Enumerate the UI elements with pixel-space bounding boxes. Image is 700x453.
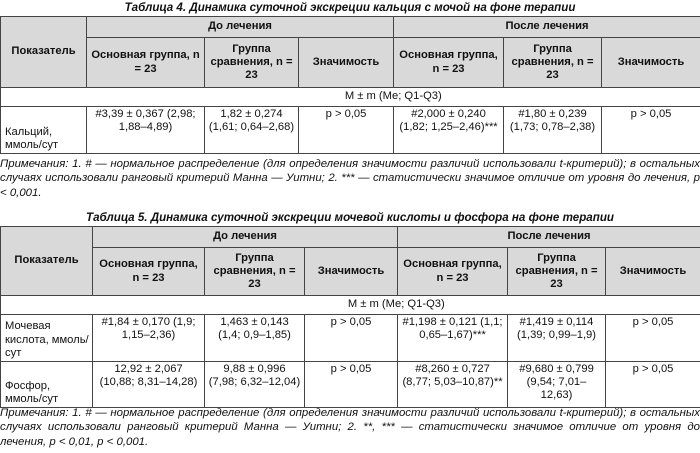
table4-calcium-after-main: #2,000 ± 0,240 (1,82; 1,25–2,46)*** [394, 107, 504, 154]
table5-uric-before-compare: 1,463 ± 0,143 (1,4; 0,9–1,85) [205, 315, 305, 362]
table4-header-compare-before: Группа сравнения, n = 23 [205, 38, 299, 88]
table4-calcium-before-main: #3,39 ± 0,367 (2,98; 1,88–4,89) [87, 107, 205, 154]
table5-phos-before-signif: p > 0,05 [305, 362, 398, 408]
table4-caption: Таблица 4. Динамика суточной экскреции кальция с мочой на фоне терапии [124, 1, 576, 14]
table4-header-signif-after: Значимость [602, 38, 700, 88]
table5 [0, 226, 700, 408]
table5-stats-row: M ± m (Me; Q1-Q3) [93, 296, 700, 315]
table-row [1, 315, 700, 362]
table4-calcium-before-compare: 1,82 ± 0,274 (1,61; 0,64–2,68) [205, 107, 299, 154]
table5-phos-after-compare: #9,680 ± 0,799 (9,54; 7,01–12,63) [508, 362, 606, 408]
table5-uric-before-signif: p > 0,05 [305, 315, 398, 362]
table5-row-phosphorus-label: Фосфор, ммоль/сут [1, 362, 93, 408]
table5-header-signif-after: Значимость [606, 248, 700, 296]
table5-phos-after-signif: p > 0,05 [606, 362, 700, 408]
table4-stats-row: M ± m (Me; Q1-Q3) [87, 88, 700, 107]
table4-header-main-after: Основная группа, n = 23 [394, 38, 504, 88]
table5-note: Примечания: 1. # — нормальное распределение (для определения значимости различий использовали t-критерий); в остальных случаях использовали ранговый критерий Манна — Уитни; 2. **, *** — статистически значимое отличие от уровня до лечения, p < 0,01, p < 0,001. [0, 407, 700, 448]
table4-calcium-after-compare: #1,80 ± 0,239 (1,73; 0,78–2,38) [504, 107, 602, 154]
table5-phos-after-main: #8,260 ± 0,727 (8,77; 5,03–10,87)** [398, 362, 508, 408]
table4 [0, 16, 700, 154]
table4-calcium-after-signif: p > 0,05 [602, 107, 700, 154]
table5-uric-after-compare: #1,419 ± 0,114 (1,39; 0,99–1,9) [508, 315, 606, 362]
table5-header-indicator: Показатель [1, 227, 93, 296]
table5-row-uric-acid-label: Мочевая кислота, ммоль/сут [1, 315, 93, 362]
table-row [1, 362, 700, 408]
table5-uric-after-main: #1,198 ± 0,121 (1,1; 0,65–1,67)*** [398, 315, 508, 362]
table5-uric-before-main: #1,84 ± 0,170 (1,9; 1,15–2,36) [93, 315, 205, 362]
table5-header-compare-after: Группа сравнения, n = 23 [508, 248, 606, 296]
table4-header-main-before: Основная группа, n = 23 [87, 38, 205, 88]
table5-header-before: До лечения [93, 227, 398, 248]
table4-header-after: После лечения [394, 17, 700, 38]
table5-caption: Таблица 5. Динамика суточной экскреции мочевой кислоты и фосфора на фоне терапии [85, 211, 614, 224]
table5-uric-after-signif: p > 0,05 [606, 315, 700, 362]
table4-note: Примечания: 1. # — нормальное распределение (для определения значимости различий использовали t-критерий); в остальных случаях использовали ранговый критерий Манна — Уитни; 2. *** — статистически значимое отличие от уровня до лечения, p < 0,001. [0, 158, 700, 199]
table4-row-calcium-label: Кальций, ммоль/сут [1, 107, 87, 154]
table4-header-indicator: Показатель [1, 17, 87, 88]
table5-header-after: После лечения [398, 227, 700, 248]
table4-header-before: До лечения [87, 17, 394, 38]
table4-header-compare-after: Группа сравнения, n = 23 [504, 38, 602, 88]
table5-header-compare-before: Группа сравнения, n = 23 [205, 248, 305, 296]
table5-phos-before-main: 12,92 ± 2,067 (10,88; 8,31–14,28) [93, 362, 205, 408]
table4-header-signif-before: Значимость [299, 38, 394, 88]
table5-header-signif-before: Значимость [305, 248, 398, 296]
table5-phos-before-compare: 9,88 ± 0,996 (7,98; 6,32–12,04) [205, 362, 305, 408]
table-row [1, 107, 700, 154]
table5-header-main-before: Основная группа, n = 23 [93, 248, 205, 296]
table4-calcium-before-signif: p > 0,05 [299, 107, 394, 154]
table5-header-main-after: Основная группа, n = 23 [398, 248, 508, 296]
